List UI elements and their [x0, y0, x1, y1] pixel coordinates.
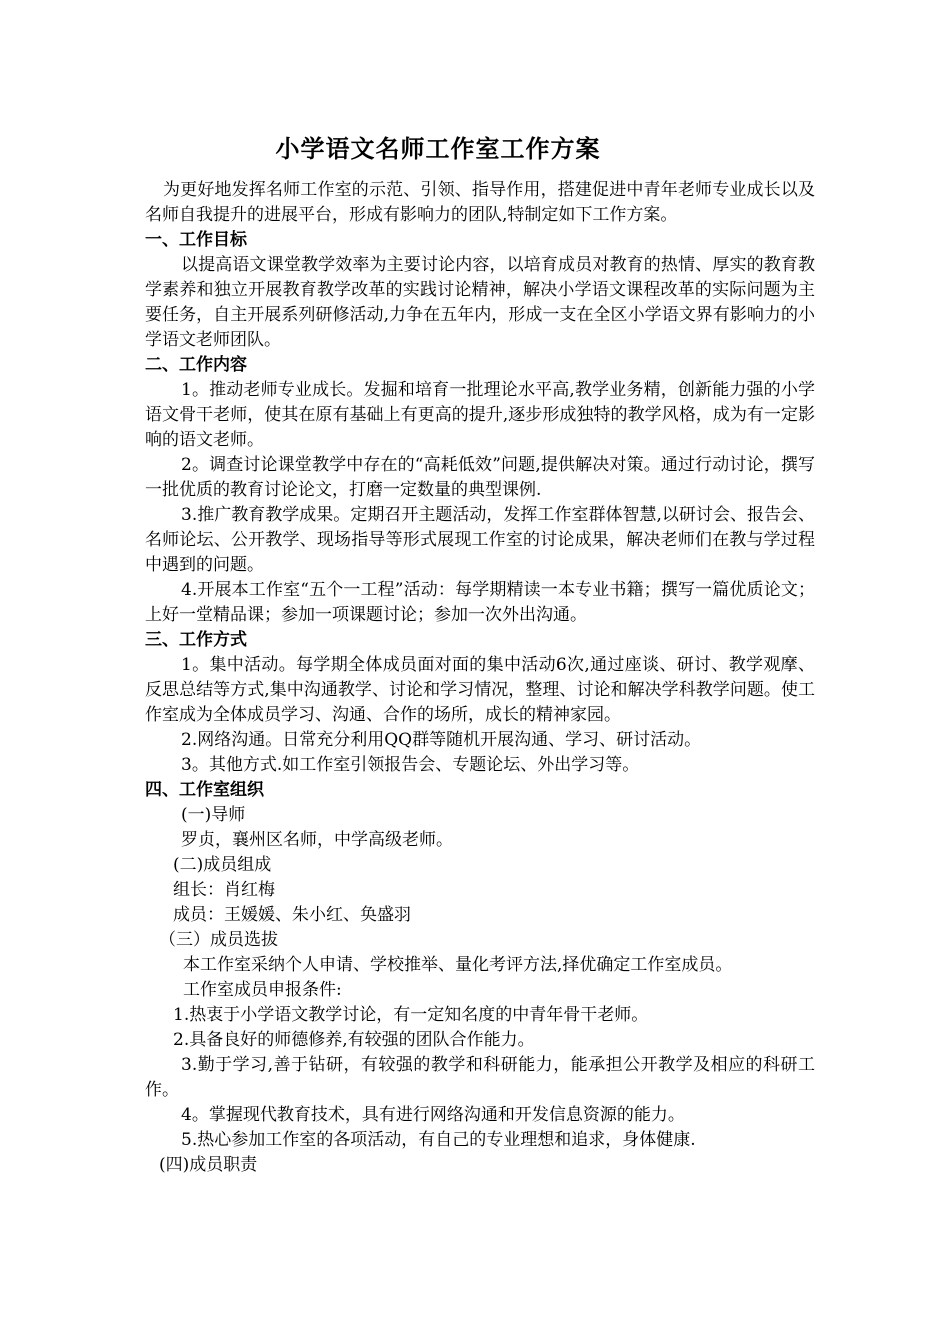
members-text: 成员：王媛媛、朱小红、奂盛羽	[173, 905, 411, 925]
mentor-text: 罗贞，襄州区名师，中学高级老师。	[181, 830, 453, 850]
condition-item: 3.勤于学习,善于钻研，有较强的教学和科研能力，能承担公开教学及相应的科研工作。	[145, 1055, 815, 1100]
intro-paragraph: 为更好地发挥名师工作室的示范、引领、指导作用，搭建促进中青年老师专业成长以及名师自我提升的进展平台，形成有影响力的团队,特制定如下工作方案。	[145, 180, 815, 225]
method-item: 1。集中活动。每学期全体成员面对面的集中活动6次,通过座谈、研讨、教学观摩、反思总结等方式,集中沟通教学、讨论和学习情况，整理、讨论和解决学科教学问题。使工作室成为全体成员学习、沟通、合作的场所，成长的精神家园。	[145, 655, 815, 725]
selection-text: 本工作室采纳个人申请、学校推举、量化考评方法,择优确定工作室成员。	[183, 955, 733, 975]
selection-label: （三）成员选拔	[159, 930, 278, 950]
mentor-label: (一)导师	[181, 805, 246, 825]
members-label: (二)成员组成	[173, 855, 272, 875]
document-body	[145, 178, 815, 1178]
method-item: 2.网络沟通。日常充分利用QQ群等随机开展沟通、学习、研讨活动。	[181, 730, 702, 750]
leader-text: 组长：肖红梅	[173, 880, 275, 900]
conditions-label: 工作室成员申报条件:	[183, 980, 342, 1000]
document-title: 小学语文名师工作室工作方案	[275, 135, 601, 163]
condition-item: 2.具备良好的师德修养,有较强的团队合作能力。	[173, 1030, 535, 1050]
condition-item: 1.热衷于小学语文教学讨论，有一定知名度的中青年骨干老师。	[173, 1005, 649, 1025]
section-heading-goal: 一、工作目标	[145, 230, 247, 250]
method-item: 3。其他方式.如工作室引领报告会、专题论坛、外出学习等。	[181, 755, 640, 775]
content-item: 3.推广教育教学成果。定期召开主题活动，发挥工作室群体智慧,以研讨会、报告会、名师论坛、公开教学、现场指导等形式展现工作室的讨论成果，解决老师们在教与学过程中遇到的问题。	[145, 505, 815, 575]
condition-item: 5.热心参加工作室的各项活动，有自己的专业理想和追求，身体健康.	[181, 1130, 696, 1150]
content-item: 1。推动老师专业成长。发掘和培育一批理论水平高,教学业务精，创新能力强的小学语文骨干老师，使其在原有基础上有更高的提升,逐步形成独特的教学风格，成为有一定影响的语文老师。	[145, 380, 815, 450]
content-item: 4.开展本工作室“五个一工程”活动：每学期精读一本专业书籍；撰写一篇优质论文；上好一堂精品课；参加一项课题讨论；参加一次外出沟通。	[145, 580, 815, 625]
goal-paragraph: 以提高语文课堂教学效率为主要讨论内容，以培育成员对教育的热情、厚实的教育教学素养和独立开展教育教学改革的实践讨论精神，解决小学语文课程改革的实际问题为主要任务，自主开展系列研修活动,力争在五年内，形成一支在全区小学语文界有影响力的小学语文老师团队。	[145, 255, 815, 350]
section-heading-content: 二、工作内容	[145, 355, 247, 375]
content-item: 2。调查讨论课堂教学中存在的“高耗低效”问题,提供解决对策。通过行动讨论，撰写一批优质的教育讨论论文，打磨一定数量的典型课例.	[145, 455, 815, 500]
duties-label: (四)成员职责	[159, 1155, 258, 1175]
condition-item: 4。掌握现代教育技术，具有进行网络沟通和开发信息资源的能力。	[181, 1105, 685, 1125]
section-heading-method: 三、工作方式	[145, 630, 247, 650]
section-heading-org: 四、工作室组织	[145, 780, 264, 800]
